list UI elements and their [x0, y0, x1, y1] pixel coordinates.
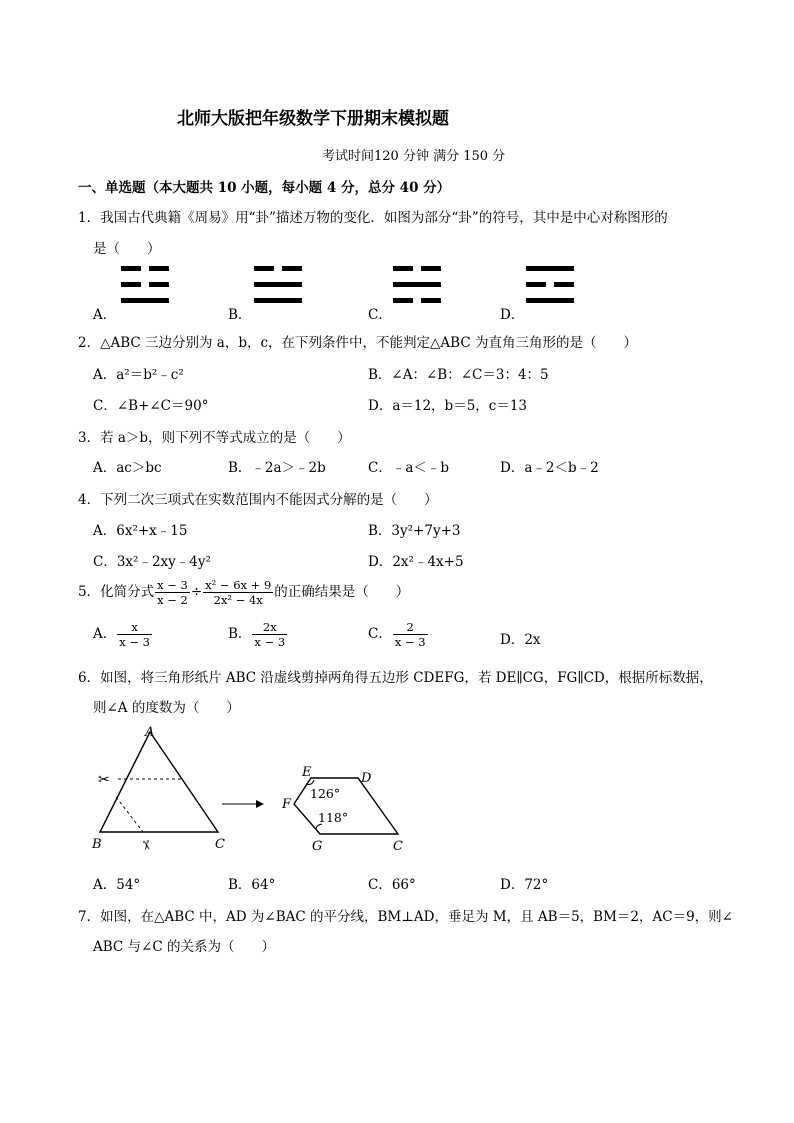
q5-stem [78, 578, 409, 607]
q5-frac2-numerator: x² − 6x + 9 [205, 578, 272, 592]
q5-option-b-fraction [252, 620, 287, 649]
q2-option-d: D．a＝12，b＝5，c＝13 [368, 398, 528, 414]
q5-stem-prefix: 5．化简分式 [78, 584, 155, 600]
label-c: C [215, 837, 225, 852]
q5-option-b-label: B． [228, 626, 252, 642]
q4-option-c: C．3x²﹣2xy﹣4y² [93, 554, 211, 570]
scissors-icon-2: ✂ [137, 838, 154, 853]
q5-option-b-numerator: 2x [252, 620, 287, 635]
q5-option-b [228, 620, 288, 649]
q1-option-d-label: D． [500, 307, 525, 323]
q5-option-c-denominator: x − 3 [394, 635, 426, 649]
q5-option-d-label: D． [500, 632, 525, 648]
cut-line-bottom [116, 797, 143, 832]
q3-option-d: D．a﹣2＜b﹣2 [500, 460, 599, 476]
q7-stem-line2: ABC 与∠C 的关系为（ ） [93, 939, 275, 955]
q6-option-c: C．66° [368, 877, 416, 893]
q5-frac2-denominator: 2x² − 4x [213, 593, 263, 607]
q6-stem-line2: 则∠A 的度数为（ ） [93, 700, 240, 716]
triangle-abc [100, 732, 218, 832]
gua-broken-line [421, 266, 441, 271]
gua-broken-line [254, 266, 274, 271]
q6-option-b: B．64° [228, 877, 276, 893]
q5-option-c-label: C． [368, 626, 392, 642]
gua-broken-line [149, 266, 169, 271]
gua-broken-line [526, 282, 546, 287]
q5-option-a-denominator: x − 3 [119, 635, 150, 649]
gua-broken-line [554, 282, 574, 287]
gua-solid-line [254, 282, 302, 287]
label-b: B [92, 837, 102, 852]
gua-broken-line [121, 282, 141, 287]
q1-stem-line1: 1．我国古代典籍《周易》用“卦”描述万物的变化．如图为部分“卦”的符号，其中是中心对称图形的 [78, 210, 668, 226]
gua-broken-line [393, 266, 413, 271]
q5-divide-sign: ÷ [190, 584, 203, 600]
q5-option-a-label: A． [93, 626, 117, 642]
q6-stem-line1: 6．如图，将三角形纸片 ABC 沿虚线剪掉两角得五边形 CDEFG，若 DE∥CG，FG∥CD，根据所标数据， [78, 670, 713, 686]
gua-solid-line [393, 282, 441, 287]
q5-fraction-2 [203, 578, 273, 607]
q5-frac1-denominator: x − 2 [157, 593, 188, 607]
gua-broken-line [121, 266, 141, 271]
gua-solid-line [526, 266, 574, 271]
q1-stem-line2: 是（ ） [93, 241, 161, 257]
q2-option-b: B．∠A：∠B：∠C＝3：4：5 [368, 367, 549, 383]
q1-gua-b-symbol [254, 266, 304, 312]
q5-option-b-denominator: x − 3 [254, 635, 286, 649]
gua-solid-line [526, 298, 574, 303]
q3-option-c: C．﹣a＜﹣b [368, 460, 450, 476]
q5-option-c-fraction [393, 620, 428, 649]
label-g: G [312, 839, 323, 854]
scissors-icon: ✂ [98, 772, 110, 788]
q1-option-b-label: B． [228, 307, 252, 323]
q4-option-d: D．2x²﹣4x+5 [368, 554, 464, 570]
label-e: E [302, 765, 312, 780]
gua-broken-line [393, 298, 413, 303]
q2-option-a: A．a²＝b²﹣c² [93, 367, 184, 383]
gua-solid-line [121, 298, 169, 303]
q6-option-d: D．72° [500, 877, 549, 893]
q2-option-c: C．∠B+∠C＝90° [93, 398, 209, 414]
q5-option-d-text: 2x [524, 632, 541, 648]
q3-stem: 3．若 a＞b，则下列不等式成立的是（ ） [78, 430, 351, 446]
q3-option-b: B．﹣2a＞﹣2b [228, 460, 326, 476]
arrow-head-icon [256, 800, 264, 808]
q4-stem: 4．下列二次三项式在实数范围内不能因式分解的是（ ） [78, 492, 438, 508]
q5-option-a-fraction [117, 620, 152, 649]
q2-stem: 2．△ABC 三边分别为 a，b，c，在下列条件中，不能判定△ABC 为直角三角形的是（ ） [78, 335, 637, 351]
q5-option-c [368, 620, 429, 649]
q5-stem-suffix: 的正确结果是（ ） [274, 584, 410, 600]
q5-option-c-numerator: 2 [393, 620, 428, 635]
label-c-pentagon: C [393, 839, 403, 854]
q1-option-a-label: A． [93, 307, 117, 323]
q5-option-a-numerator: x [117, 620, 152, 635]
q5-option-a [93, 620, 153, 649]
exam-info: 考试时间120 分钟 满分 150 分 [322, 149, 506, 164]
q5-fraction-1 [155, 578, 190, 607]
q7-stem-line1: 7．如图，在△ABC 中，AD 为∠BAC 的平分线，BM⊥AD，垂足为 M，且 AB＝5，BM＝2，AC＝9，则∠ [78, 909, 733, 925]
q1-gua-d-symbol [526, 266, 576, 312]
q1-gua-c-symbol [393, 266, 443, 312]
q5-option-d [500, 628, 541, 648]
q1-option-c-label: C． [368, 307, 392, 323]
q4-option-a: A．6x²+x﹣15 [93, 523, 188, 539]
gua-broken-line [149, 282, 169, 287]
gua-broken-line [282, 266, 302, 271]
gua-solid-line [254, 298, 302, 303]
angle-126-label: 126° [310, 786, 341, 801]
q3-option-a: A．ac＞bc [93, 460, 162, 476]
label-f: F [282, 797, 292, 812]
angle-118-label: 118° [318, 810, 349, 825]
label-d: D [361, 771, 372, 786]
q1-gua-a-symbol [121, 266, 171, 312]
label-a: A [145, 725, 155, 740]
q6-figure [88, 722, 418, 857]
q6-option-a: A．54° [93, 877, 141, 893]
q5-frac1-numerator: x − 3 [157, 578, 188, 592]
q4-option-b: B．3y²+7y+3 [368, 523, 461, 539]
section-heading: 一、单选题（本大题共 10 小题，每小题 4 分，总分 40 分） [78, 180, 451, 196]
gua-broken-line [421, 298, 441, 303]
page-title: 北师大版把年级数学下册期末模拟题 [177, 109, 449, 129]
